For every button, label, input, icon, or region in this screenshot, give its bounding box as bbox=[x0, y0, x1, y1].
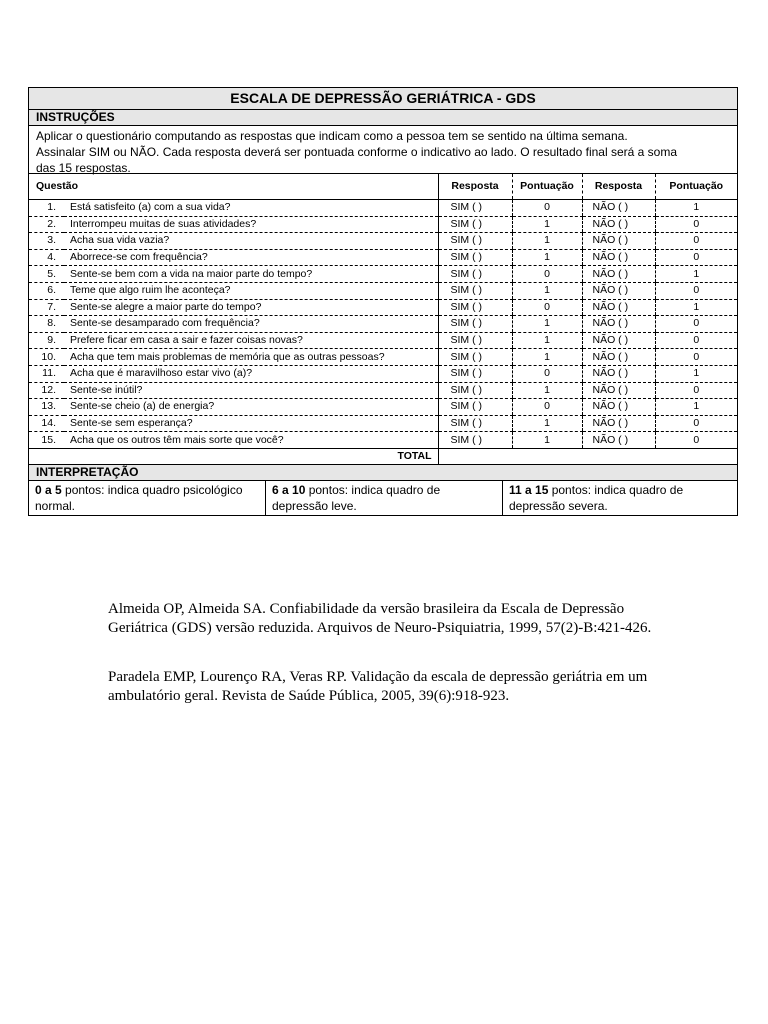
table-row bbox=[29, 299, 737, 316]
header-question: Questão bbox=[29, 174, 438, 200]
score-nao: 1 bbox=[655, 266, 737, 283]
score-nao: 0 bbox=[655, 382, 737, 399]
table-row bbox=[29, 249, 737, 266]
table-row bbox=[29, 200, 737, 217]
score-sim: 0 bbox=[512, 266, 582, 283]
interpretation-text: pontos: indica quadro psicológico normal. bbox=[35, 482, 243, 513]
answer-nao[interactable]: NÃO ( ) bbox=[582, 349, 655, 366]
answer-sim[interactable]: SIM ( ) bbox=[438, 382, 512, 399]
form-title: ESCALA DE DEPRESSÃO GERIÁTRICA - GDS bbox=[29, 88, 737, 110]
question-number: 5. bbox=[29, 266, 64, 283]
answer-nao[interactable]: NÃO ( ) bbox=[582, 382, 655, 399]
score-nao: 0 bbox=[655, 332, 737, 349]
question-text: Sente-se desamparado com frequência? bbox=[64, 316, 438, 333]
table-row bbox=[29, 332, 737, 349]
questions-table bbox=[29, 174, 737, 465]
instructions-heading: INSTRUÇÕES bbox=[29, 110, 737, 126]
score-sim: 0 bbox=[512, 299, 582, 316]
gds-form bbox=[28, 87, 738, 516]
question-number: 9. bbox=[29, 332, 64, 349]
answer-sim[interactable]: SIM ( ) bbox=[438, 415, 512, 432]
interpretation-severe bbox=[502, 481, 737, 515]
total-label: TOTAL bbox=[29, 448, 438, 464]
table-row bbox=[29, 382, 737, 399]
table-row bbox=[29, 282, 737, 299]
table-row bbox=[29, 216, 737, 233]
reference-2: Paradela EMP, Lourenço RA, Veras RP. Validação da escala de depressão geriátria em um ambulatório geral. Revista de Saúde Pública, 2005, 39(6):918-923. bbox=[108, 669, 648, 704]
answer-sim[interactable]: SIM ( ) bbox=[438, 249, 512, 266]
answer-nao[interactable]: NÃO ( ) bbox=[582, 316, 655, 333]
question-number: 6. bbox=[29, 282, 64, 299]
instructions-line: das 15 respostas. bbox=[36, 161, 131, 175]
question-number: 14. bbox=[29, 415, 64, 432]
header-resposta-sim: Resposta bbox=[438, 174, 512, 200]
question-number: 10. bbox=[29, 349, 64, 366]
table-row bbox=[29, 415, 737, 432]
answer-sim[interactable]: SIM ( ) bbox=[438, 432, 512, 449]
question-number: 7. bbox=[29, 299, 64, 316]
question-text: Prefere ficar em casa a sair e fazer coisas novas? bbox=[64, 332, 438, 349]
answer-nao[interactable]: NÃO ( ) bbox=[582, 249, 655, 266]
score-sim: 1 bbox=[512, 332, 582, 349]
question-number: 2. bbox=[29, 216, 64, 233]
total-value[interactable] bbox=[438, 448, 737, 464]
score-nao: 0 bbox=[655, 216, 737, 233]
table-row bbox=[29, 432, 737, 449]
table-row bbox=[29, 266, 737, 283]
answer-nao[interactable]: NÃO ( ) bbox=[582, 415, 655, 432]
header-pontuacao-sim: Pontuação bbox=[512, 174, 582, 200]
answer-nao[interactable]: NÃO ( ) bbox=[582, 399, 655, 416]
answer-nao[interactable]: NÃO ( ) bbox=[582, 282, 655, 299]
question-text: Aborrece-se com frequência? bbox=[64, 249, 438, 266]
question-text: Sente-se alegre a maior parte do tempo? bbox=[64, 299, 438, 316]
score-sim: 1 bbox=[512, 415, 582, 432]
interpretation-range: 6 a 10 bbox=[272, 482, 306, 497]
question-text: Acha que tem mais problemas de memória que as outras pessoas? bbox=[64, 349, 438, 366]
question-number: 15. bbox=[29, 432, 64, 449]
question-text: Acha sua vida vazia? bbox=[64, 233, 438, 250]
table-row bbox=[29, 399, 737, 416]
question-text: Está satisfeito (a) com a sua vida? bbox=[64, 200, 438, 217]
interpretation-heading: INTERPRETAÇÃO bbox=[29, 465, 737, 481]
answer-sim[interactable]: SIM ( ) bbox=[438, 365, 512, 382]
question-text: Sente-se sem esperança? bbox=[64, 415, 438, 432]
answer-sim[interactable]: SIM ( ) bbox=[438, 399, 512, 416]
answer-sim[interactable]: SIM ( ) bbox=[438, 349, 512, 366]
question-number: 13. bbox=[29, 399, 64, 416]
question-number: 3. bbox=[29, 233, 64, 250]
total-row bbox=[29, 448, 737, 464]
score-nao: 0 bbox=[655, 233, 737, 250]
table-row bbox=[29, 349, 737, 366]
score-nao: 1 bbox=[655, 365, 737, 382]
score-sim: 0 bbox=[512, 365, 582, 382]
score-nao: 0 bbox=[655, 432, 737, 449]
question-number: 12. bbox=[29, 382, 64, 399]
question-number: 1. bbox=[29, 200, 64, 217]
score-sim: 1 bbox=[512, 233, 582, 250]
score-nao: 0 bbox=[655, 282, 737, 299]
score-nao: 0 bbox=[655, 415, 737, 432]
score-nao: 0 bbox=[655, 349, 737, 366]
answer-sim[interactable]: SIM ( ) bbox=[438, 200, 512, 217]
question-text: Sente-se inútil? bbox=[64, 382, 438, 399]
score-nao: 1 bbox=[655, 299, 737, 316]
question-text: Acha que os outros têm mais sorte que você? bbox=[64, 432, 438, 449]
question-number: 4. bbox=[29, 249, 64, 266]
header-pontuacao-nao: Pontuação bbox=[655, 174, 737, 200]
reference-1: Almeida OP, Almeida SA. Confiabilidade da versão brasileira da Escala de Depressão Geriátrica (GDS) versão reduzida. Arquivos de Neuro-Psiquiatria, 1999, 57(2)-B:421-426. bbox=[108, 601, 652, 636]
answer-sim[interactable]: SIM ( ) bbox=[438, 216, 512, 233]
answer-sim[interactable]: SIM ( ) bbox=[438, 316, 512, 333]
answer-sim[interactable]: SIM ( ) bbox=[438, 266, 512, 283]
score-sim: 1 bbox=[512, 316, 582, 333]
instructions-line: Aplicar o questionário computando as respostas que indicam como a pessoa tem se sentido na última semana. bbox=[36, 129, 628, 143]
interpretation-range: 11 a 15 bbox=[509, 482, 549, 497]
score-sim: 1 bbox=[512, 216, 582, 233]
interpretation-normal bbox=[29, 481, 265, 515]
question-text: Acha que é maravilhoso estar vivo (a)? bbox=[64, 365, 438, 382]
score-sim: 1 bbox=[512, 349, 582, 366]
instructions-text bbox=[29, 126, 737, 174]
score-nao: 0 bbox=[655, 316, 737, 333]
answer-nao[interactable]: NÃO ( ) bbox=[582, 216, 655, 233]
score-nao: 1 bbox=[655, 399, 737, 416]
interpretation-row bbox=[29, 481, 737, 515]
table-row bbox=[29, 233, 737, 250]
table-header-row bbox=[29, 174, 737, 200]
instructions-line: Assinalar SIM ou NÃO. Cada resposta deverá ser pontuada conforme o indicativo ao lado. O resultado final será a soma bbox=[36, 145, 678, 159]
header-resposta-nao: Resposta bbox=[582, 174, 655, 200]
answer-nao[interactable]: NÃO ( ) bbox=[582, 299, 655, 316]
answer-nao[interactable]: NÃO ( ) bbox=[582, 332, 655, 349]
question-text: Sente-se bem com a vida na maior parte do tempo? bbox=[64, 266, 438, 283]
table-row bbox=[29, 316, 737, 333]
answer-sim[interactable]: SIM ( ) bbox=[438, 282, 512, 299]
score-nao: 0 bbox=[655, 249, 737, 266]
question-text: Interrompeu muitas de suas atividades? bbox=[64, 216, 438, 233]
score-sim: 1 bbox=[512, 249, 582, 266]
score-sim: 1 bbox=[512, 382, 582, 399]
answer-nao[interactable]: NÃO ( ) bbox=[582, 233, 655, 250]
interpretation-mild bbox=[265, 481, 502, 515]
score-sim: 0 bbox=[512, 399, 582, 416]
answer-nao[interactable]: NÃO ( ) bbox=[582, 365, 655, 382]
answer-nao[interactable]: NÃO ( ) bbox=[582, 200, 655, 217]
score-sim: 1 bbox=[512, 282, 582, 299]
interpretation-range: 0 a 5 bbox=[35, 482, 62, 497]
question-number: 11. bbox=[29, 365, 64, 382]
score-sim: 0 bbox=[512, 200, 582, 217]
question-text: Teme que algo ruim lhe aconteça? bbox=[64, 282, 438, 299]
question-number: 8. bbox=[29, 316, 64, 333]
interpretation-text: pontos: indica quadro de depressão severa. bbox=[509, 482, 684, 513]
score-nao: 1 bbox=[655, 200, 737, 217]
answer-nao[interactable]: NÃO ( ) bbox=[582, 432, 655, 449]
question-text: Sente-se cheio (a) de energia? bbox=[64, 399, 438, 416]
answer-nao[interactable]: NÃO ( ) bbox=[582, 266, 655, 283]
answer-sim[interactable]: SIM ( ) bbox=[438, 233, 512, 250]
answer-sim[interactable]: SIM ( ) bbox=[438, 332, 512, 349]
score-sim: 1 bbox=[512, 432, 582, 449]
table-row bbox=[29, 365, 737, 382]
answer-sim[interactable]: SIM ( ) bbox=[438, 299, 512, 316]
interpretation-text: pontos: indica quadro de depressão leve. bbox=[272, 482, 441, 513]
